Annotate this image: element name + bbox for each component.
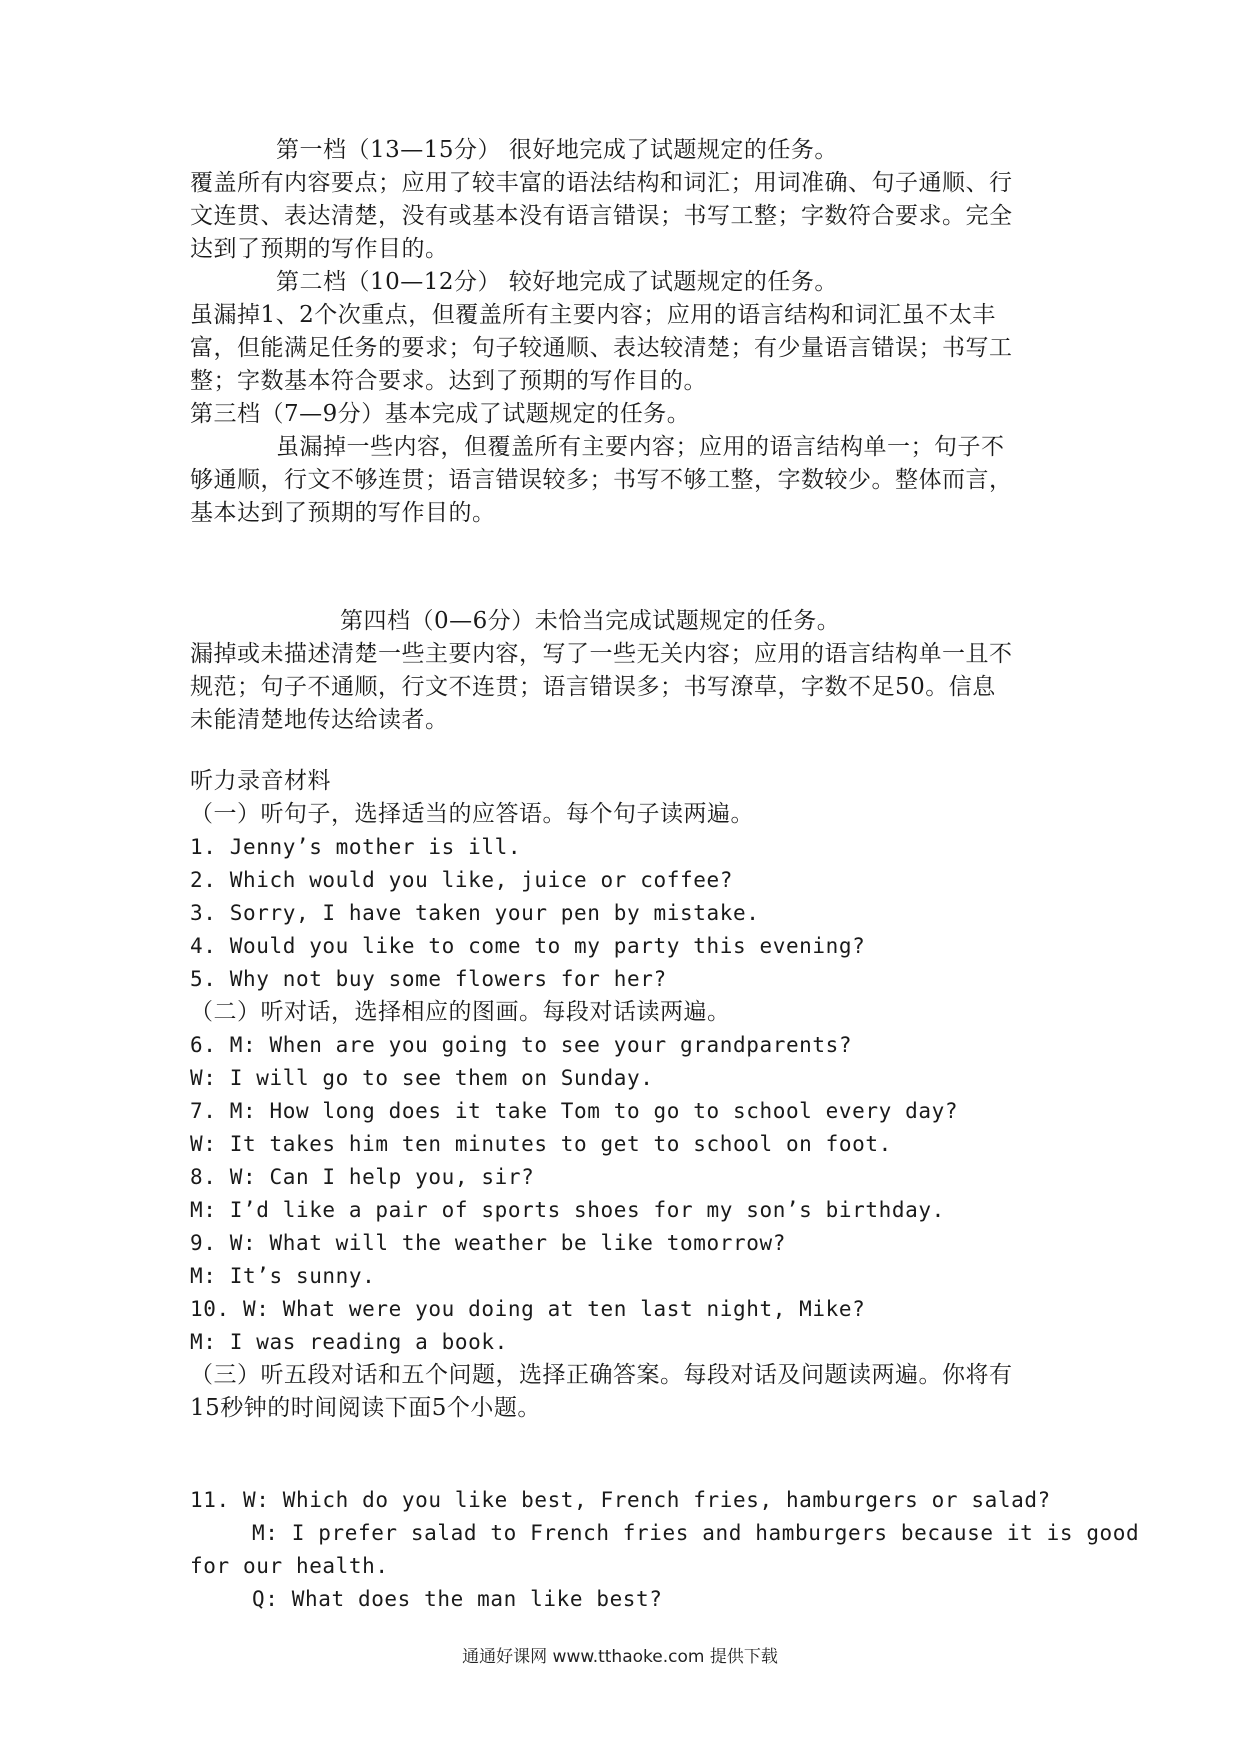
grading-level-1: [190, 134, 1060, 266]
level-1-header: 第一档（13—15分） 很好地完成了试题规定的任务。: [276, 137, 838, 163]
level-3-line: 基本达到了预期的写作目的。: [190, 500, 496, 526]
part-1-item: 5. Why not buy some flowers for her?: [190, 967, 667, 991]
grading-level-3: [190, 398, 1060, 530]
grading-level-2: [190, 266, 1060, 398]
level-3-line: 虽漏掉一些内容，但覆盖所有主要内容；应用的语言结构单一；句子不: [276, 434, 1005, 460]
item-11-man-cont: for our health.: [190, 1554, 389, 1578]
level-4-line: 未能清楚地传达给读者。: [190, 707, 449, 733]
level-3-line: 够通顺，行文不够连贯；语言错误较多；书写不够工整，字数较少。整体而言，: [190, 467, 1013, 493]
item-11-question: Q: What does the man like best?: [252, 1587, 663, 1611]
listening-title: 听力录音材料: [190, 768, 331, 794]
part-1-item: 2. Which would you like, juice or coffee?: [190, 868, 733, 892]
level-4-line: 规范；句子不通顺，行文不连贯；语言错误多；书写潦草，字数不足50。信息: [190, 674, 996, 700]
level-1-line: 达到了预期的写作目的。: [190, 236, 449, 262]
item-11-man: M: I prefer salad to French fries and hamburgers because it is good: [252, 1521, 1140, 1545]
part-3-item-11: [190, 1484, 1140, 1616]
level-2-line: 虽漏掉1、2个次重点，但覆盖所有主要内容；应用的语言结构和词汇虽不太丰: [190, 302, 996, 328]
part-2-item: 9. W: What will the weather be like tomorrow?: [190, 1231, 786, 1255]
part-3-header: 15秒钟的时间阅读下面5个小题。: [190, 1395, 541, 1421]
level-2-line: 富，但能满足任务的要求；句子较通顺、表达较清楚；有少量语言错误；书写工: [190, 335, 1013, 361]
part-2-item: W: It takes him ten minutes to get to school on foot.: [190, 1132, 892, 1156]
level-4-header: 第四档（0—6分）未恰当完成试题规定的任务。: [340, 608, 841, 634]
listening-section: [190, 765, 1060, 1425]
part-2-item: M: I’d like a pair of sports shoes for my son’s birthday.: [190, 1198, 945, 1222]
part-2-item: M: It’s sunny.: [190, 1264, 376, 1288]
part-2-item: 10. W: What were you doing at ten last night, Mike?: [190, 1297, 866, 1321]
level-1-line: 文连贯、表达清楚，没有或基本没有语言错误；书写工整；字数符合要求。完全: [190, 203, 1013, 229]
part-1-header: （一）听句子，选择适当的应答语。每个句子读两遍。: [190, 801, 754, 827]
item-11-woman: 11. W: Which do you like best, French fries, hamburgers or salad?: [190, 1488, 1051, 1512]
level-2-line: 整；字数基本符合要求。达到了预期的写作目的。: [190, 368, 707, 394]
part-2-header: （二）听对话，选择相应的图画。每段对话读两遍。: [190, 999, 731, 1025]
part-1-item: 3. Sorry, I have taken your pen by mistake.: [190, 901, 760, 925]
part-1-item: 4. Would you like to come to my party this evening?: [190, 934, 866, 958]
part-2-item: 7. M: How long does it take Tom to go to school every day?: [190, 1099, 959, 1123]
part-3-header: （三）听五段对话和五个问题，选择正确答案。每段对话及问题读两遍。你将有: [190, 1362, 1013, 1388]
part-2-item: W: I will go to see them on Sunday.: [190, 1066, 654, 1090]
part-2-item: 6. M: When are you going to see your grandparents?: [190, 1033, 853, 1057]
level-2-header: 第二档（10—12分） 较好地完成了试题规定的任务。: [276, 269, 838, 295]
grading-level-4: [190, 605, 1060, 737]
level-4-line: 漏掉或未描述清楚一些主要内容，写了一些无关内容；应用的语言结构单一且不: [190, 641, 1013, 667]
level-3-header: 第三档（7—9分）基本完成了试题规定的任务。: [190, 401, 691, 427]
part-2-item: 8. W: Can I help you, sir?: [190, 1165, 535, 1189]
part-1-item: 1. Jenny’s mother is ill.: [190, 835, 522, 859]
page-footer: 通通好课网 www.tthaoke.com 提供下载: [462, 1647, 778, 1667]
part-2-item: M: I was reading a book.: [190, 1330, 508, 1354]
level-1-line: 覆盖所有内容要点；应用了较丰富的语法结构和词汇；用词准确、句子通顺、行: [190, 170, 1013, 196]
